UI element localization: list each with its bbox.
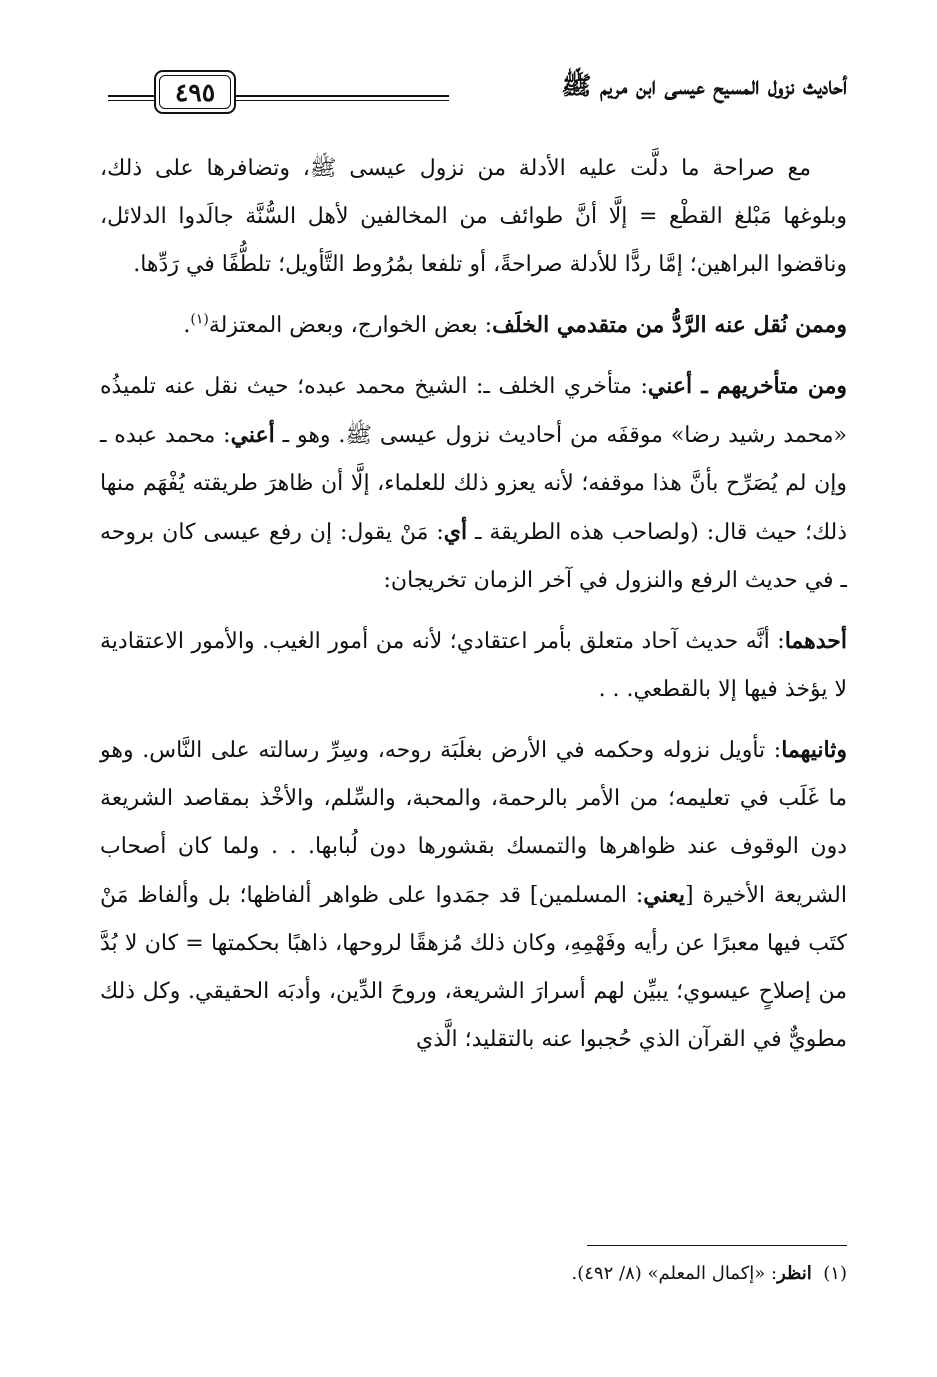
paragraph-3 xyxy=(100,362,847,605)
bold-term: يعني xyxy=(643,882,686,908)
header-rule xyxy=(236,95,449,101)
running-title: أحاديث نزول المسيح عيسى ابن مريم ﷺ xyxy=(561,71,847,100)
page-number: ٤٩٥ xyxy=(174,77,216,107)
paragraph-text: : أنَّه حديث آحاد متعلق بأمر اعتقادي؛ لأنه من أمور الغيب. والأمور الاعتقادية لا يؤخذ فيها إلا بالقطعي. . . xyxy=(100,629,847,702)
paragraph-text: : متأخري الخلف ـ: الشيخ محمد عبده؛ حيث نقل عنه تلميذُه «محمد رشيد رضا» موقفَه من أحاديث نزول عيسى ﷺ. وهو ـ xyxy=(100,374,847,448)
page-number-frame xyxy=(154,70,236,114)
header-rule-short xyxy=(108,95,154,101)
paragraph-text: : تأويل نزوله وحكمه في الأرض بغلَبَة روحه، وسِرِّ رسالته على النَّاس. وهو ما غَلَب في تعليمه؛ من الأمر بالرحمة، والمحبة، والسِّلم، والأخْذ بمقاصد الشريعة دون الوقوف عند ظواهرها والتمسك بقشورها دون لُبابها. . . ولما كان أصحاب الشريعة الأخيرة [ xyxy=(100,738,847,908)
paragraph-1: مع صراحة ما دلَّت عليه الأدلة من نزول عيسى ﷺ، وتضافرها على ذلك، وبلوغها مَبْلغ القطْع = إلَّا أنَّ طوائف من المخالفين لأهل السُّنَّة جالَدوا الدلائل، وناقضوا البراهين؛ إمَّا ردًّا للأدلة صراحةً، أو تلفعا بمُرُوط التَّأويل؛ تلطُّفًا في رَدِّها. xyxy=(100,156,847,277)
bold-lead: أحدهما xyxy=(784,628,847,654)
footnote-marker[interactable]: (١) xyxy=(190,311,209,328)
paragraph-4 xyxy=(100,617,847,714)
footnote-divider xyxy=(587,1245,847,1246)
paragraph-2 xyxy=(100,301,847,350)
paragraph-text: : المسلمين] قد جمَدوا على ظواهر ألفاظها؛ بل وألفاظ مَنْ كتَب فيها معبرًا عن رأيه وفَهْمِهِ، وكان ذلك مُزهقًا لروحها، ذاهبًا بحكمتها = كان لا بُدَّ من إصلاحٍ عيسوي؛ يبيِّن لهم أسرارَ الشريعة، وروحَ الدِّين، وأدبَه الحقيقي. وكل ذلك مطويٌّ في القرآن الذي حُجبوا عنه بالتقليد؛ الَّذي xyxy=(100,883,847,1052)
main-text xyxy=(100,145,847,1076)
footnote-number: (١) xyxy=(823,1263,847,1284)
paragraph-text: : مَنْ يقول: إن رفع عيسى كان بروحه ـ في حديث الرفع والنزول في آخر الزمان تخريجان: xyxy=(100,520,847,593)
footnote-label: انظر xyxy=(777,1263,812,1284)
bold-lead: ومن متأخريهم ـ أعني xyxy=(647,373,847,399)
paragraph-5 xyxy=(100,726,847,1064)
bold-term: أي xyxy=(443,519,468,545)
footnote xyxy=(100,1260,847,1288)
bold-term: أعني xyxy=(230,422,275,448)
paragraph-text: : بعض الخوارج، وبعض المعتزلة xyxy=(208,313,493,338)
paragraph-end: . xyxy=(183,313,191,338)
running-header xyxy=(108,58,847,128)
footnote-text: : «إكمال المعلم» (٨/ ٤٩٢). xyxy=(571,1263,778,1284)
paragraph-text: : محمد عبده ـ وإن لم يُصَرِّح بأنَّ هذا موقفه؛ لأنه يعزو ذلك للعلماء، إلَّا أن ظاهرَ طريقته يُفْهَم منها ذلك؛ حيث قال: (ولصاحب هذه الطريقة ـ xyxy=(100,423,847,545)
bold-lead: وثانيهما xyxy=(781,737,847,763)
bold-lead: وممن نُقل عنه الرَّدُّ من متقدمي الخلَف xyxy=(492,312,847,338)
